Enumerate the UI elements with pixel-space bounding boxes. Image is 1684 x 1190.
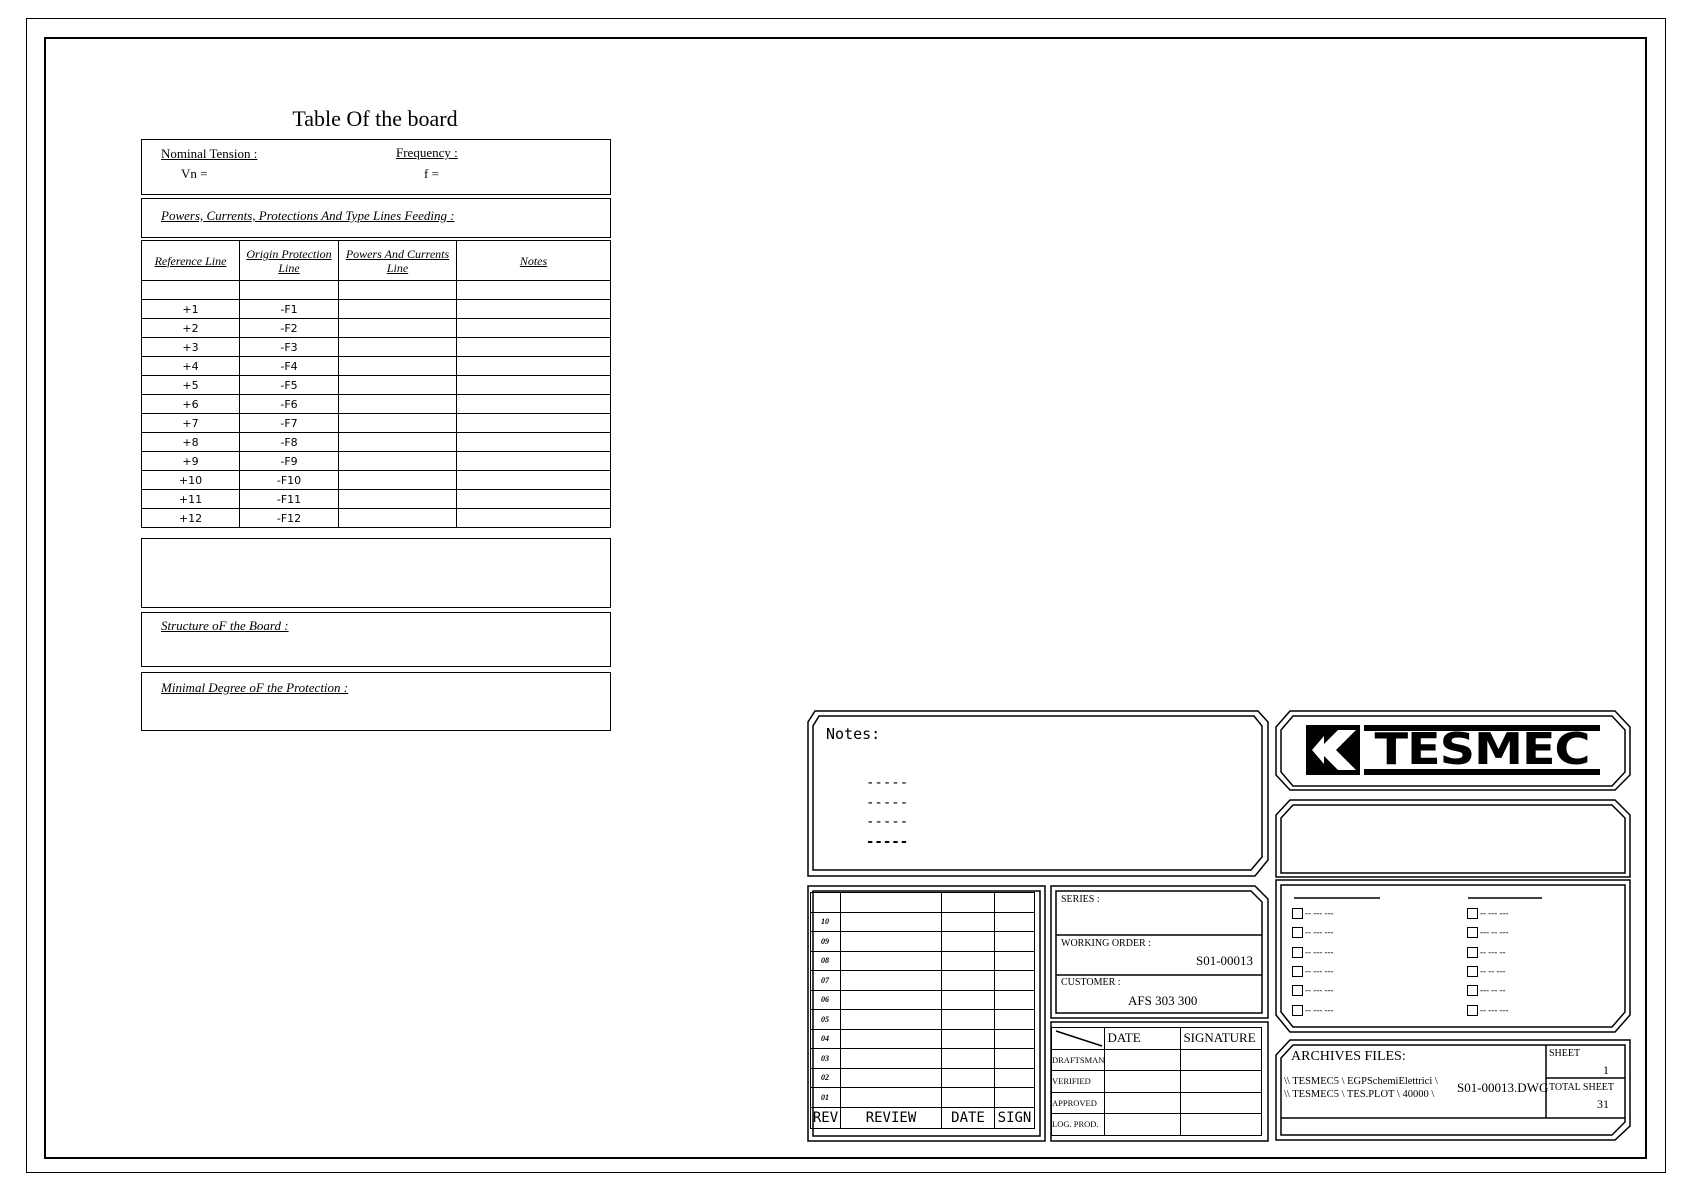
checklist-item[interactable]: -- --- --- bbox=[1292, 966, 1333, 977]
ref-cell: +7 bbox=[142, 414, 240, 433]
series-label: SERIES : bbox=[1061, 894, 1100, 905]
revision-header bbox=[811, 1107, 1035, 1128]
prot-cell: -F10 bbox=[240, 471, 339, 490]
checklist-item[interactable]: -- --- --- bbox=[1292, 908, 1333, 919]
prot-cell: -F4 bbox=[240, 357, 339, 376]
checkbox-icon bbox=[1292, 947, 1303, 958]
working-order-label: WORKING ORDER : bbox=[1061, 938, 1151, 949]
date-column-header: DATE bbox=[1105, 1028, 1181, 1050]
revision-row: 07 bbox=[811, 971, 1035, 991]
frequency-label: Frequency : bbox=[396, 145, 458, 160]
revision-row: 02 bbox=[811, 1068, 1035, 1088]
prot-cell: -F1 bbox=[240, 300, 339, 319]
revision-row: 05 bbox=[811, 1010, 1035, 1030]
revision-row: 01 bbox=[811, 1088, 1035, 1108]
sheet-value: 1 bbox=[1603, 1063, 1609, 1077]
nominal-tension-value: Vn = bbox=[181, 166, 208, 181]
col-reference-line: Reference Line bbox=[142, 241, 240, 281]
revision-row: 04 bbox=[811, 1029, 1035, 1049]
col-notes: Notes bbox=[457, 241, 611, 281]
nominal-tension-label: Nominal Tension : bbox=[161, 146, 258, 161]
ref-cell: +10 bbox=[142, 471, 240, 490]
notes-line: ----- bbox=[866, 814, 909, 830]
col-origin-protection-line: Origin Protection Line bbox=[240, 241, 339, 281]
ref-cell: +12 bbox=[142, 509, 240, 528]
checklist-item[interactable]: -- -- --- bbox=[1467, 966, 1505, 977]
prot-cell: -F12 bbox=[240, 509, 339, 528]
notes-line: ----- bbox=[866, 833, 909, 850]
ref-cell: +1 bbox=[142, 300, 240, 319]
rev-header: REV bbox=[811, 1107, 841, 1128]
ref-cell: +9 bbox=[142, 452, 240, 471]
tesmec-logo-text: TESMEC bbox=[1374, 724, 1590, 775]
role-label: VERIFIED bbox=[1052, 1071, 1105, 1093]
ref-cell: +6 bbox=[142, 395, 240, 414]
date-header: DATE bbox=[942, 1107, 995, 1128]
signature-row bbox=[1052, 1092, 1262, 1114]
working-order-value: S01-00013 bbox=[1196, 953, 1254, 968]
checkbox-icon bbox=[1467, 927, 1478, 938]
role-label: DRAFTSMAN bbox=[1052, 1049, 1105, 1071]
archive-path-2: \\ TESMEC5 \ TES.PLOT \ 40000 \ bbox=[1284, 1089, 1435, 1100]
revision-row: 08 bbox=[811, 951, 1035, 971]
notes-line: ----- bbox=[866, 775, 909, 791]
checkbox-icon bbox=[1292, 927, 1303, 938]
checklist-item[interactable]: -- --- --- bbox=[1467, 908, 1508, 919]
notes-label: Notes: bbox=[826, 725, 881, 743]
total-sheet-label: TOTAL SHEET bbox=[1549, 1082, 1615, 1093]
checkbox-icon bbox=[1467, 966, 1478, 977]
revision-row: 06 bbox=[811, 990, 1035, 1010]
revision-row bbox=[811, 893, 1035, 913]
notes-lines bbox=[866, 774, 908, 852]
signature-row bbox=[1052, 1071, 1262, 1093]
board-title: Table Of the board bbox=[292, 106, 458, 131]
prot-cell: -F7 bbox=[240, 414, 339, 433]
ref-cell: +8 bbox=[142, 433, 240, 452]
file-name: S01-00013.DWG bbox=[1457, 1080, 1549, 1095]
checkbox-icon bbox=[1292, 966, 1303, 977]
revision-row: 03 bbox=[811, 1049, 1035, 1069]
checkbox-icon bbox=[1467, 1005, 1478, 1016]
ref-cell: +2 bbox=[142, 319, 240, 338]
checklist-item[interactable]: -- --- -- bbox=[1467, 947, 1505, 958]
signature-row bbox=[1052, 1049, 1262, 1071]
prot-cell: -F6 bbox=[240, 395, 339, 414]
prot-cell: -F2 bbox=[240, 319, 339, 338]
prot-cell: -F9 bbox=[240, 452, 339, 471]
checklist-item[interactable]: -- --- --- bbox=[1292, 1005, 1333, 1016]
sheet-label: SHEET bbox=[1549, 1048, 1581, 1059]
prot-cell: -F11 bbox=[240, 490, 339, 509]
customer-label: CUSTOMER : bbox=[1061, 977, 1121, 988]
empty-inner bbox=[1281, 805, 1625, 873]
checkbox-icon bbox=[1292, 908, 1303, 919]
ref-cell: +5 bbox=[142, 376, 240, 395]
checklist-item[interactable]: --- -- --- bbox=[1467, 927, 1508, 938]
review-header: REVIEW bbox=[841, 1107, 942, 1128]
powers-label: Powers, Currents, Protections And Type Lines Feeding : bbox=[161, 208, 455, 223]
checklist-item[interactable]: -- --- --- bbox=[1292, 985, 1333, 996]
checkbox-icon bbox=[1292, 1005, 1303, 1016]
prot-cell: -F8 bbox=[240, 433, 339, 452]
structure-label: Structure oF the Board : bbox=[161, 618, 289, 633]
signature-header-row bbox=[1052, 1028, 1262, 1050]
protection-degree-label: Minimal Degree oF the Protection : bbox=[161, 680, 349, 695]
role-label: APPROVED bbox=[1052, 1092, 1105, 1114]
checkbox-icon bbox=[1292, 985, 1303, 996]
archives-label: ARCHIVES FILES: bbox=[1291, 1049, 1406, 1064]
ref-cell: +4 bbox=[142, 357, 240, 376]
role-label: LOG. PROD. bbox=[1052, 1114, 1105, 1136]
sign-header: SIGN bbox=[995, 1107, 1035, 1128]
prot-cell: -F3 bbox=[240, 338, 339, 357]
frequency-value: f = bbox=[424, 166, 439, 181]
ref-cell: +3 bbox=[142, 338, 240, 357]
signature-table bbox=[1051, 1027, 1262, 1136]
col-powers-currents-line: Powers And Currents Line bbox=[339, 241, 457, 281]
archive-path-1: \\ TESMEC5 \ EGPSchemiElettrici \ bbox=[1284, 1076, 1438, 1087]
customer-value: AFS 303 300 bbox=[1128, 993, 1198, 1008]
checklist-item[interactable]: -- --- --- bbox=[1467, 1005, 1508, 1016]
notes-line: ----- bbox=[866, 794, 909, 811]
total-sheet-value: 31 bbox=[1597, 1097, 1609, 1111]
signature-row bbox=[1052, 1114, 1262, 1136]
prot-cell: -F5 bbox=[240, 376, 339, 395]
revision-row: 09 bbox=[811, 932, 1035, 952]
empty-outer bbox=[1276, 800, 1630, 877]
revision-row: 10 bbox=[811, 912, 1035, 932]
revision-table bbox=[810, 892, 1035, 1129]
checkbox-icon bbox=[1467, 947, 1478, 958]
checklist-item[interactable]: --- -- -- bbox=[1467, 985, 1505, 996]
checkbox-icon bbox=[1467, 908, 1478, 919]
checkbox-icon bbox=[1467, 985, 1478, 996]
ref-cell: +11 bbox=[142, 490, 240, 509]
checklist-item[interactable]: -- --- --- bbox=[1292, 947, 1333, 958]
signature-column-header: SIGNATURE bbox=[1181, 1028, 1262, 1050]
checklist-item[interactable]: -- --- --- bbox=[1292, 927, 1333, 938]
tesmec-logo bbox=[1300, 722, 1606, 778]
